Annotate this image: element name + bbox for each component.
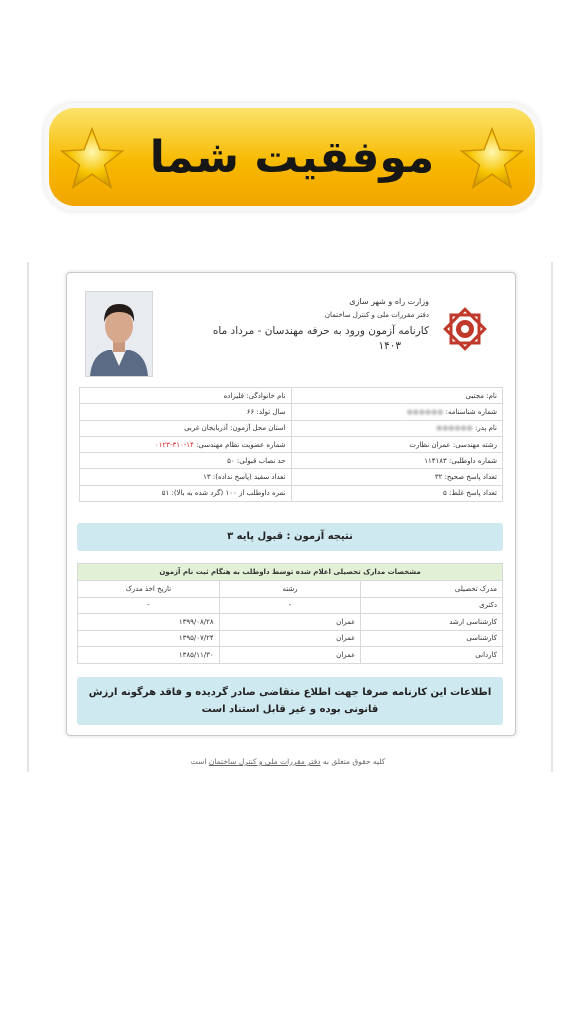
office-name: دفتر مقررات ملی و کنترل ساختمان <box>324 311 429 319</box>
info-cell: شماره داوطلبی: ۱۱۴۱۸۳ <box>291 453 503 469</box>
info-cell: تعداد سفید (پاسخ نداده): ۱۳ <box>80 469 292 485</box>
ministry-logo <box>441 305 489 353</box>
info-label: شماره عضویت نظام مهندسی: <box>196 440 286 449</box>
info-cell: نام خانوادگی: قلیزاده <box>80 388 292 404</box>
report-year: ۱۴۰۳ <box>378 340 401 352</box>
education-caption-row <box>78 564 503 581</box>
info-cell: تعداد پاسخ غلط: ۵ <box>291 485 503 501</box>
success-banner <box>44 103 540 211</box>
table-row <box>80 436 503 452</box>
info-cell <box>291 420 503 436</box>
table-row <box>78 597 503 614</box>
column-header: تاریخ اخذ مدرک <box>78 581 220 598</box>
education-caption: مشخصات مدارک تحصیلی اعلام شده توسط داوطلب به هنگام ثبت نام آزمون <box>78 564 503 581</box>
candidate-photo <box>85 291 153 377</box>
date-cell: - <box>78 597 220 614</box>
redacted-value: ●●●●●● <box>406 407 444 416</box>
table-row <box>80 388 503 404</box>
column-header: رشته <box>219 581 361 598</box>
info-cell: رشته مهندسی: عمران نظارت <box>291 436 503 452</box>
degree-cell: دکتری <box>361 597 503 614</box>
table-row <box>80 453 503 469</box>
degree-cell: کارشناسی ارشد <box>361 614 503 631</box>
info-cell: نام: مجتبی <box>291 388 503 404</box>
info-label: شماره شناسنامه: <box>445 407 497 416</box>
report-header <box>79 285 501 383</box>
info-cell: سال تولد: ۶۶ <box>80 404 292 420</box>
banner-background <box>49 108 535 206</box>
legal-notice: اطلاعات این کارنامه صرفا جهت اطلاع متقاضی صادر گردیده و فاقد هرگونه ارزش قانونی بوده و غیر قابل استناد است <box>77 677 503 725</box>
education-table <box>77 563 503 664</box>
footer-suffix: است <box>190 757 209 766</box>
info-cell: استان محل آزمون: آذربایجان غربی <box>80 420 292 436</box>
table-row <box>80 420 503 436</box>
footer-office-link[interactable]: دفتر مقررات ملی و کنترل ساختمان <box>208 757 321 766</box>
info-cell <box>291 404 503 420</box>
report-header-text <box>179 297 429 352</box>
field-cell: عمران <box>219 647 361 664</box>
table-row <box>78 647 503 664</box>
footer-prefix: کلیه حقوق متعلق به <box>320 757 386 766</box>
info-cell <box>80 436 292 452</box>
exam-report-card <box>66 272 516 736</box>
date-cell: ۱۳۸۵/۱۱/۳۰ <box>78 647 220 664</box>
date-cell: ۱۳۹۹/۰۸/۲۸ <box>78 614 220 631</box>
education-header-row <box>78 581 503 598</box>
info-label: نام پدر: <box>474 424 497 433</box>
column-header: مدرک تحصیلی <box>361 581 503 598</box>
copyright-footer <box>100 757 476 766</box>
star-icon <box>459 126 525 192</box>
table-row <box>80 469 503 485</box>
banner-title: موفقیت شما <box>149 132 435 183</box>
table-row <box>78 630 503 647</box>
ministry-name: وزارت راه و شهر سازی <box>349 297 429 306</box>
degree-cell: کاردانی <box>361 647 503 664</box>
field-cell: عمران <box>219 630 361 647</box>
table-row <box>80 404 503 420</box>
table-row <box>78 614 503 631</box>
exam-result: نتیجه آزمون : قبول پایه ۳ <box>77 523 503 551</box>
candidate-info-table <box>79 387 503 502</box>
redacted-value: ●●●●●● <box>436 424 473 433</box>
info-cell: تعداد پاسخ صحیح: ۳۲ <box>291 469 503 485</box>
info-cell: نمره داوطلب از ۱۰۰ (گرد شده به بالا): ۵۱ <box>80 485 292 501</box>
table-row <box>80 485 503 501</box>
field-cell: عمران <box>219 614 361 631</box>
info-cell: حد نصاب قبولی: ۵۰ <box>80 453 292 469</box>
field-cell: - <box>219 597 361 614</box>
date-cell: ۱۳۹۵/۰۷/۲۴ <box>78 630 220 647</box>
report-title: کارنامه آزمون ورود به حرفه مهندسان - مرداد ماه <box>212 325 429 337</box>
membership-number: ۱۴-۳۱۰-۰۱۲۳ <box>154 440 194 449</box>
degree-cell: کارشناسی <box>361 630 503 647</box>
